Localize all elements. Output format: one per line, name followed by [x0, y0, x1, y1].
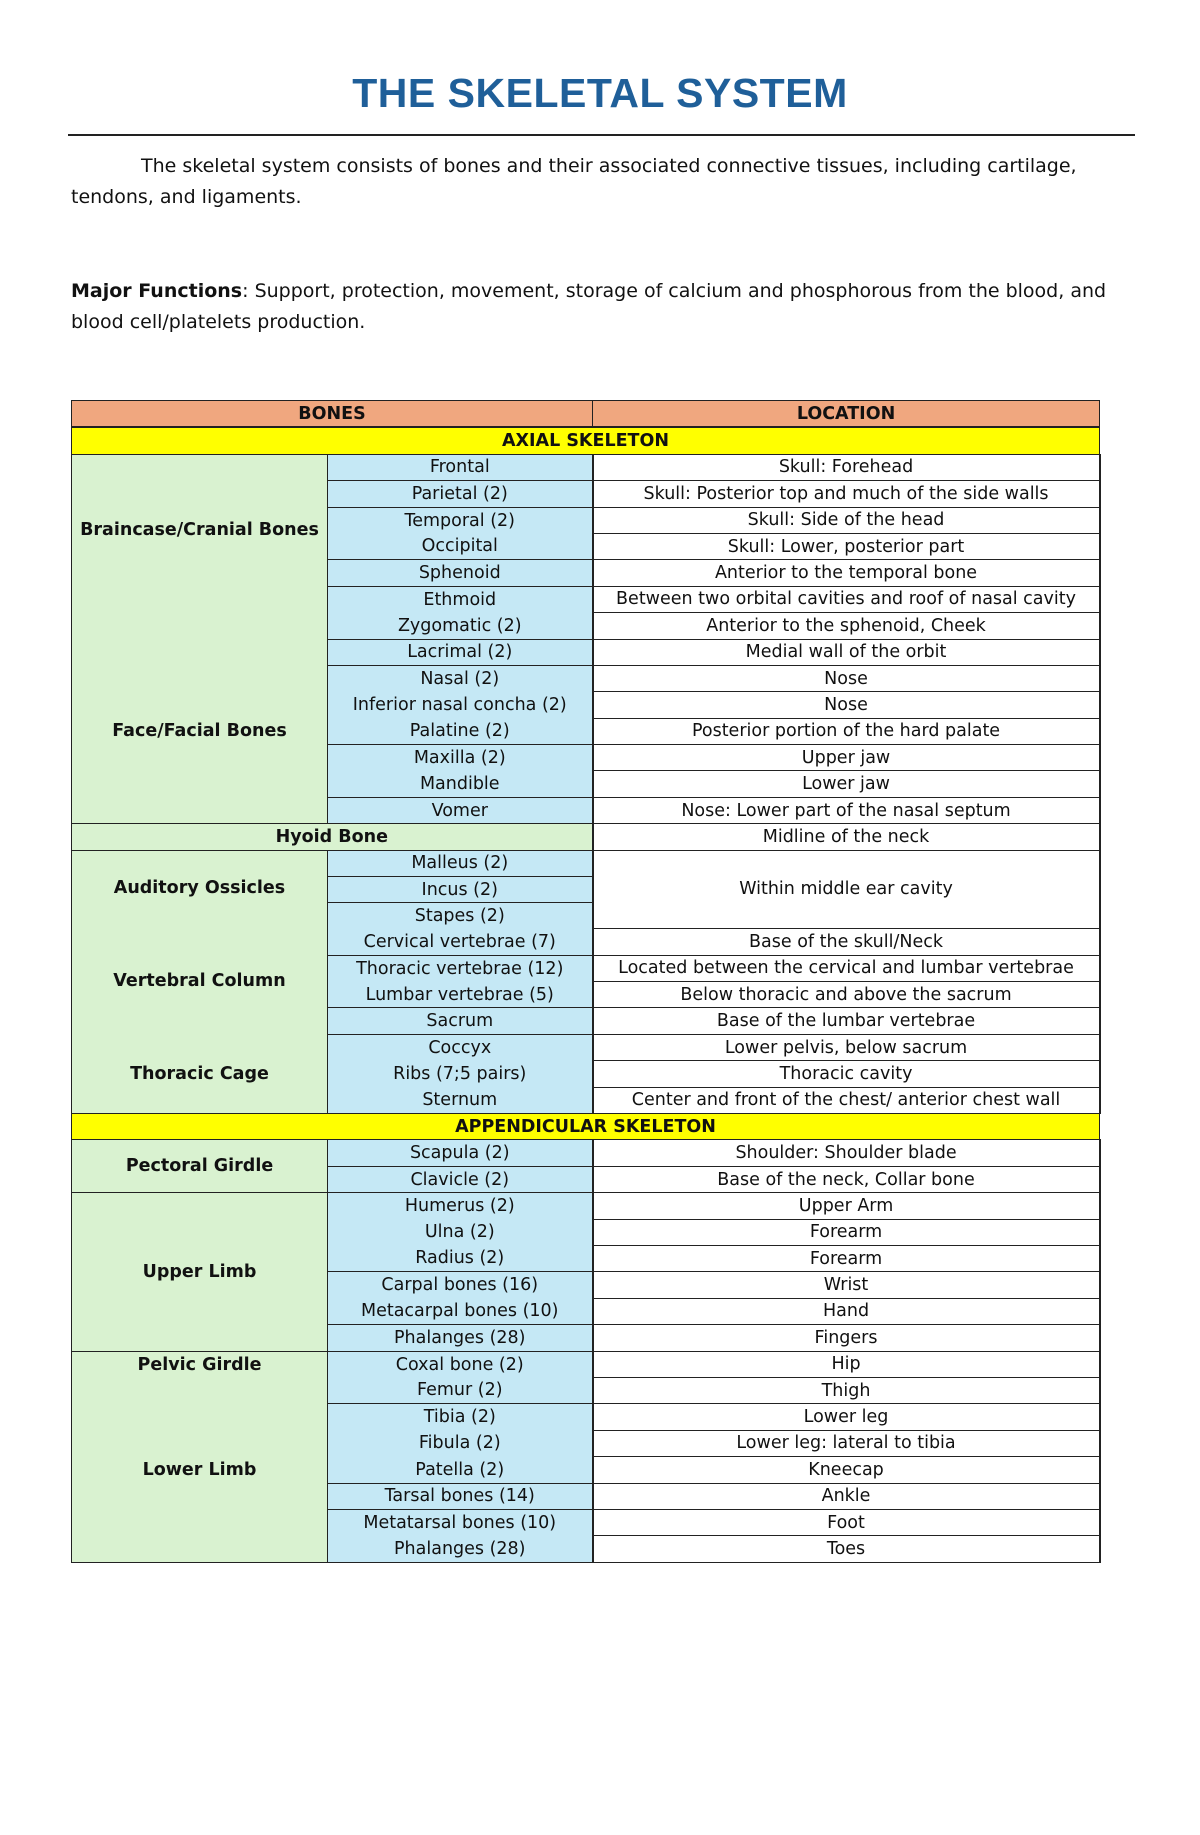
- bone-location: Wrist: [593, 1272, 1100, 1298]
- intro-paragraph: The skeletal system consists of bones and their associated connective tissues, including cartilage, tendons, and ligaments.: [71, 155, 1077, 208]
- bone-name: Carpal bones (16): [328, 1272, 593, 1298]
- bone-name: Palatine (2): [328, 718, 593, 744]
- bone-name: Zygomatic (2): [328, 613, 593, 639]
- group-axial-lower: [72, 850, 328, 1113]
- group-label-lower: Lower Limb: [142, 1459, 257, 1480]
- bone-location: Fingers: [593, 1325, 1100, 1351]
- bone-name: Maxilla (2): [328, 745, 593, 771]
- bone-name: Lacrimal (2): [328, 639, 593, 665]
- functions-label: Major Functions: [71, 280, 243, 302]
- bone-name: Ulna (2): [328, 1219, 593, 1245]
- group-label-auditory: Auditory Ossicles: [113, 877, 286, 898]
- bone-location: Thigh: [593, 1377, 1100, 1403]
- bone-name: Radius (2): [328, 1246, 593, 1272]
- functions-text: : Support, protection, movement, storage of calcium and phosphorous from the blood, and blood cell/platelets production.: [71, 280, 1107, 333]
- bone-location: Hip: [593, 1351, 1100, 1377]
- section-row: [72, 1114, 1100, 1140]
- bone-name: Incus (2): [328, 877, 593, 903]
- group-label-hyoid: Hyoid Bone: [72, 824, 593, 850]
- table-row: [72, 1193, 1100, 1219]
- table-row: [72, 1140, 1100, 1166]
- group-label-face: Face/Facial Bones: [112, 720, 287, 741]
- group-pelvic-lower: [72, 1351, 328, 1562]
- bone-location: Base of the neck, Collar bone: [593, 1166, 1100, 1192]
- group-label-thoracic: Thoracic Cage: [130, 1063, 269, 1084]
- bone-name: Lumbar vertebrae (5): [328, 982, 593, 1008]
- bone-location: Kneecap: [593, 1457, 1100, 1483]
- bone-name: Inferior nasal concha (2): [328, 692, 593, 718]
- bone-location: Midline of the neck: [593, 824, 1100, 850]
- bone-location: Posterior portion of the hard palate: [593, 718, 1100, 744]
- bone-location: Skull: Lower, posterior part: [593, 533, 1100, 559]
- bone-name: Metatarsal bones (10): [328, 1509, 593, 1535]
- bone-name: Thoracic vertebrae (12): [328, 955, 593, 981]
- bone-name: Vomer: [328, 797, 593, 823]
- bone-location: Nose: Lower part of the nasal septum: [593, 797, 1100, 823]
- bone-name: Fibula (2): [328, 1430, 593, 1456]
- bone-name: Parietal (2): [328, 481, 593, 507]
- bone-location: Shoulder: Shoulder blade: [593, 1140, 1100, 1166]
- bone-location: Forearm: [593, 1246, 1100, 1272]
- functions-paragraph: [71, 276, 1139, 338]
- bone-name: Malleus (2): [328, 850, 593, 876]
- bone-name: Clavicle (2): [328, 1166, 593, 1192]
- bone-location: Base of the skull/Neck: [593, 929, 1100, 955]
- bone-name: Phalanges (28): [328, 1536, 593, 1562]
- bone-location: Hand: [593, 1298, 1100, 1324]
- title-divider: [68, 134, 1135, 136]
- bone-location: Skull: Posterior top and much of the side walls: [593, 481, 1100, 507]
- bone-location: Anterior to the sphenoid, Cheek: [593, 613, 1100, 639]
- bone-location: Between two orbital cavities and roof of nasal cavity: [593, 586, 1100, 612]
- bone-name: Mandible: [328, 771, 593, 797]
- table-header-row: [72, 401, 1100, 428]
- bone-name: Temporal (2): [328, 507, 593, 533]
- bone-location: Nose: [593, 692, 1100, 718]
- bone-location: Within middle ear cavity: [593, 850, 1100, 929]
- bone-name: Nasal (2): [328, 665, 593, 691]
- group-label-upper: Upper Limb: [72, 1193, 328, 1351]
- bone-name: Stapes (2): [328, 903, 593, 929]
- bone-location: Lower leg: [593, 1404, 1100, 1430]
- bone-name: Coccyx: [328, 1034, 593, 1060]
- bone-location: Lower pelvis, below sacrum: [593, 1034, 1100, 1060]
- page-title: THE SKELETAL SYSTEM: [352, 70, 848, 116]
- table-row: [72, 850, 1100, 876]
- bone-location: Anterior to the temporal bone: [593, 560, 1100, 586]
- bone-location: Foot: [593, 1509, 1100, 1535]
- section-row: [72, 427, 1100, 454]
- bone-name: Tarsal bones (14): [328, 1483, 593, 1509]
- bone-location: Nose: [593, 665, 1100, 691]
- table-row: [72, 1351, 1100, 1377]
- bone-location: Upper Arm: [593, 1193, 1100, 1219]
- bone-location: Center and front of the chest/ anterior chest wall: [593, 1087, 1100, 1113]
- group-label-pectoral: Pectoral Girdle: [72, 1140, 328, 1193]
- axial-section-header: AXIAL SKELETON: [72, 427, 1100, 454]
- group-label-pelvic: Pelvic Girdle: [137, 1354, 262, 1375]
- bone-location: Medial wall of the orbit: [593, 639, 1100, 665]
- table-row: [72, 454, 1100, 480]
- bone-name: Coxal bone (2): [328, 1351, 593, 1377]
- group-braincase-face: [72, 454, 328, 823]
- bone-location: Lower leg: lateral to tibia: [593, 1430, 1100, 1456]
- bone-name: Ribs (7;5 pairs): [328, 1061, 593, 1087]
- bone-name: Scapula (2): [328, 1140, 593, 1166]
- bone-name: Frontal: [328, 454, 593, 480]
- group-label-vertebral: Vertebral Column: [113, 970, 286, 991]
- bone-name: Humerus (2): [328, 1193, 593, 1219]
- bones-table: [71, 400, 1101, 1563]
- bone-location: Skull: Side of the head: [593, 507, 1100, 533]
- bone-location: Forearm: [593, 1219, 1100, 1245]
- bone-name: Sphenoid: [328, 560, 593, 586]
- bone-name: Tibia (2): [328, 1404, 593, 1430]
- bone-location: Lower jaw: [593, 771, 1100, 797]
- bone-name: Patella (2): [328, 1457, 593, 1483]
- bone-name: Femur (2): [328, 1377, 593, 1403]
- bone-name: Occipital: [328, 533, 593, 559]
- location-column-header: LOCATION: [593, 401, 1100, 428]
- bone-name: Phalanges (28): [328, 1325, 593, 1351]
- group-label-braincase: Braincase/Cranial Bones: [80, 519, 319, 540]
- bone-name: Sacrum: [328, 1008, 593, 1034]
- bone-location: Toes: [593, 1536, 1100, 1562]
- bone-name: Sternum: [328, 1087, 593, 1113]
- bone-location: Below thoracic and above the sacrum: [593, 982, 1100, 1008]
- appendicular-section-header: APPENDICULAR SKELETON: [72, 1114, 1100, 1140]
- bones-column-header: BONES: [72, 401, 593, 428]
- bone-name: Cervical vertebrae (7): [328, 929, 593, 955]
- bone-name: Ethmoid: [328, 586, 593, 612]
- bone-location: Located between the cervical and lumbar vertebrae: [593, 955, 1100, 981]
- bone-location: Skull: Forehead: [593, 454, 1100, 480]
- bone-location: Ankle: [593, 1483, 1100, 1509]
- table-row: [72, 824, 1100, 850]
- bone-location: Thoracic cavity: [593, 1061, 1100, 1087]
- bone-name: Metacarpal bones (10): [328, 1298, 593, 1324]
- bone-location: Upper jaw: [593, 745, 1100, 771]
- bone-location: Base of the lumbar vertebrae: [593, 1008, 1100, 1034]
